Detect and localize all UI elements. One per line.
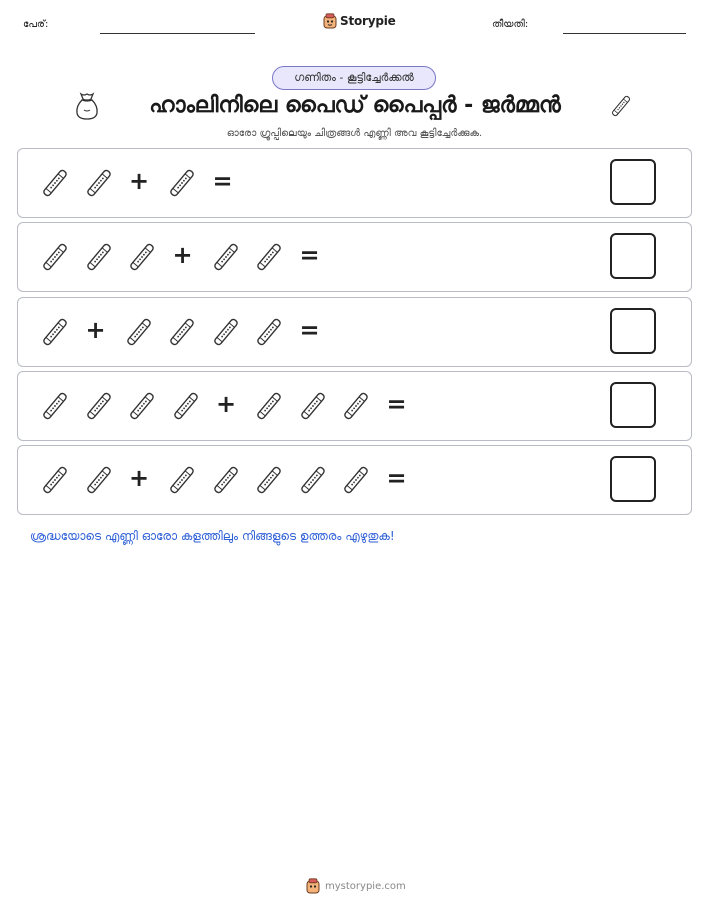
title-row bbox=[0, 88, 709, 126]
flute-icon bbox=[339, 386, 373, 426]
flute-icon bbox=[82, 237, 116, 277]
flute-icon bbox=[125, 386, 159, 426]
page-title: ഹാംലിനിലെ പൈഡ് പൈപ്പർ - ജർമ്മൻ bbox=[149, 93, 561, 118]
brand-name: Storypie bbox=[340, 14, 396, 28]
problem-row bbox=[17, 148, 692, 218]
name-line[interactable] bbox=[100, 33, 255, 34]
flute-icon bbox=[165, 163, 199, 203]
equals-sign: = bbox=[299, 315, 320, 344]
equals-sign: = bbox=[212, 167, 233, 195]
problem-row bbox=[17, 297, 692, 367]
answer-box[interactable] bbox=[610, 159, 656, 205]
flute-icon bbox=[209, 237, 243, 277]
plus-sign: + bbox=[128, 464, 150, 493]
sack-icon bbox=[74, 91, 100, 125]
date-line[interactable] bbox=[563, 33, 686, 34]
flute-icon bbox=[165, 312, 199, 352]
flute-icon bbox=[38, 163, 72, 203]
flute-icon bbox=[209, 460, 243, 500]
site-footer bbox=[306, 878, 406, 894]
answer-box[interactable] bbox=[610, 233, 656, 279]
date-label: തീയതി: bbox=[492, 19, 529, 30]
plus-sign: + bbox=[85, 315, 106, 344]
flute-icon bbox=[38, 386, 72, 426]
flute-icon bbox=[608, 90, 634, 126]
storypie-logo bbox=[323, 13, 396, 29]
problem-row bbox=[17, 445, 692, 515]
footer-note: ശ്രദ്ധയോടെ എണ്ണി ഓരോ കളത്തിലും നിങ്ങളുടെ ഉത്തരം എഴുതുക! bbox=[30, 529, 395, 543]
flute-icon bbox=[169, 386, 203, 426]
flute-icon bbox=[252, 312, 286, 352]
plus-sign: + bbox=[215, 389, 237, 418]
plus-sign: + bbox=[172, 241, 193, 270]
flute-icon bbox=[252, 237, 286, 277]
instructions: ഓരോ ഗ്രൂപ്പിലെയും ചിത്രങ്ങൾ എണ്ണി അവ കൂട്ടിച്ചേർക്കുക. bbox=[226, 128, 483, 139]
flute-icon bbox=[82, 386, 116, 426]
worksheet-header bbox=[0, 0, 709, 50]
topic-badge: ഗണിതം - കൂട്ടിച്ചേർക്കൽ bbox=[272, 66, 436, 90]
name-label: പേര്: bbox=[23, 19, 49, 30]
flute-icon bbox=[38, 237, 72, 277]
flute-icon bbox=[296, 386, 330, 426]
flute-icon bbox=[165, 460, 199, 500]
flute-icon bbox=[38, 460, 72, 500]
flute-icon bbox=[82, 460, 116, 500]
storypie-mascot-icon bbox=[306, 878, 320, 894]
equals-sign: = bbox=[386, 389, 407, 418]
plus-sign: + bbox=[128, 167, 150, 195]
storypie-mascot-icon bbox=[323, 13, 337, 29]
flute-icon bbox=[339, 460, 373, 500]
flute-icon bbox=[296, 460, 330, 500]
flute-icon bbox=[38, 312, 72, 352]
flute-icon bbox=[209, 312, 243, 352]
problem-row bbox=[17, 222, 692, 292]
answer-box[interactable] bbox=[610, 382, 656, 428]
equals-sign: = bbox=[386, 464, 407, 493]
flute-icon bbox=[82, 163, 116, 203]
flute-icon bbox=[252, 386, 286, 426]
equals-sign: = bbox=[299, 241, 320, 270]
flute-icon bbox=[122, 312, 156, 352]
flute-icon bbox=[252, 460, 286, 500]
answer-box[interactable] bbox=[610, 308, 656, 354]
answer-box[interactable] bbox=[610, 456, 656, 502]
site-url: mystorypie.com bbox=[325, 880, 406, 892]
problem-row bbox=[17, 371, 692, 441]
flute-icon bbox=[125, 237, 159, 277]
